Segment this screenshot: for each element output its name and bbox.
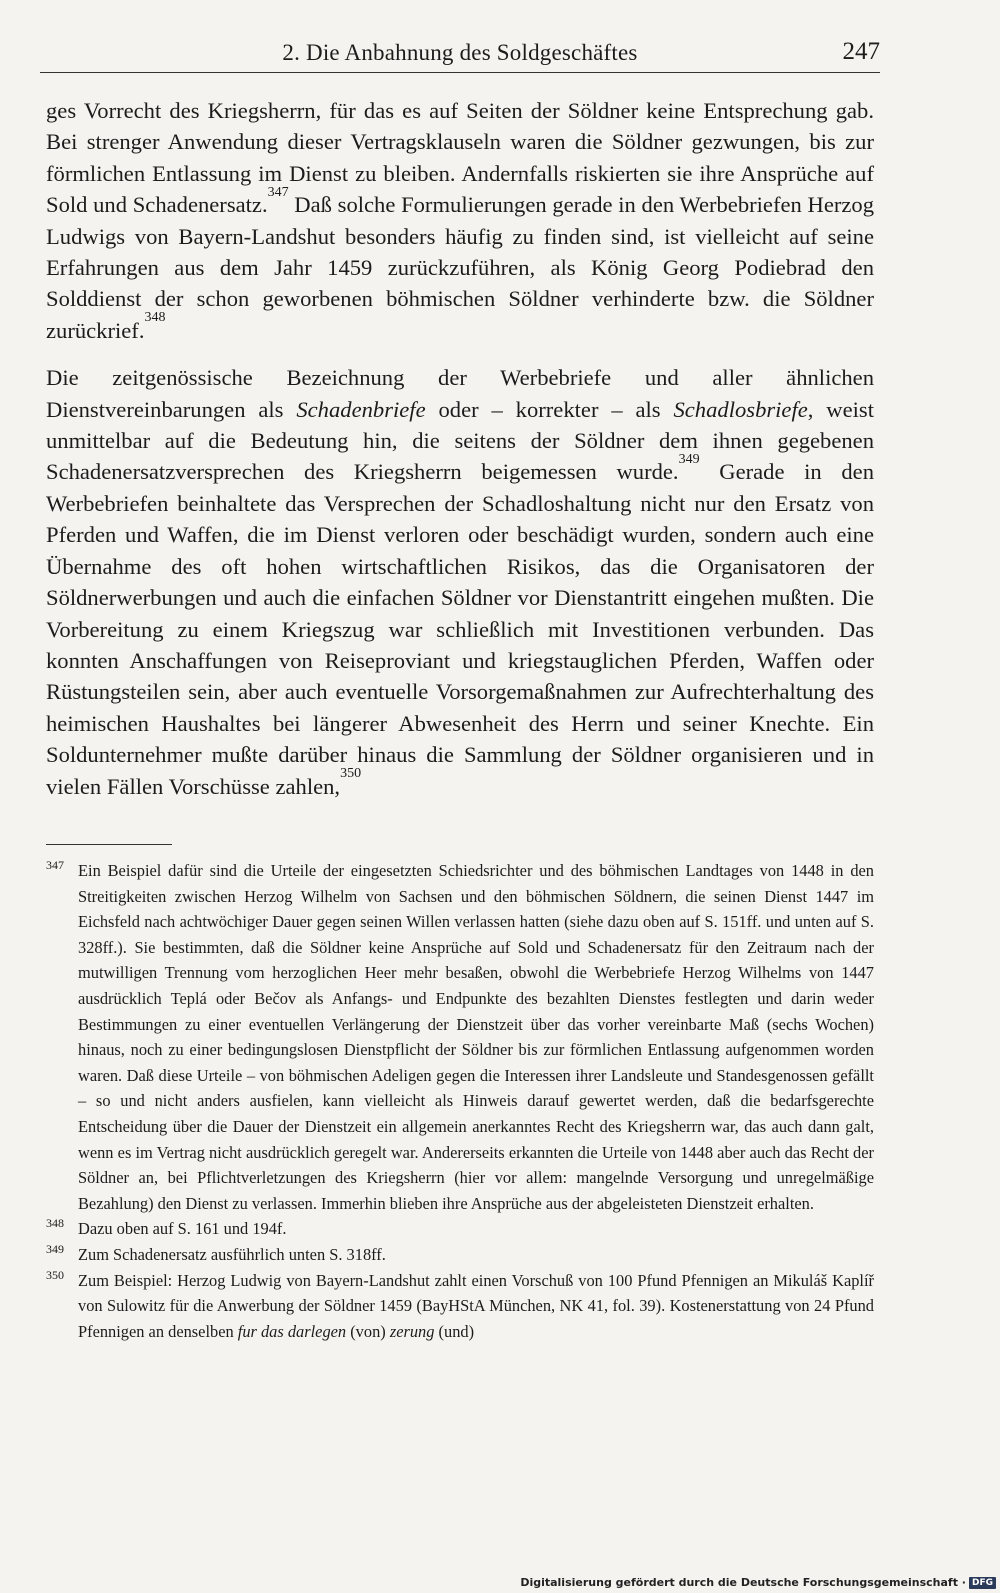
paragraph-2 [46,362,874,802]
footnote-347 [46,858,874,1216]
paragraph-1 [46,95,874,346]
footer-text: Digitalisierung gefördert durch die Deutsche Forschungsgemeinschaft · [520,1576,966,1589]
footnote-text: Zum Beispiel: Herzog Ludwig von Bayern-Landshut zahlt einen Vorschuß von 100 Pfund Pfennigen an Mikuláš Kaplíř von Sulowitz für die Anwerbung der Söldner 1459 (BayHStA München, NK 41, fol. 39). Kostenerstattung von 24 Pfund Pfennigen an denselben [78,1270,874,1341]
footnote-ref-350[interactable]: 350 [340,766,362,781]
italic-term: Schadenbriefe [296,396,426,422]
footnote-350 [46,1268,874,1345]
italic-term: Schadlosbriefe [673,396,808,422]
footnote-text: (von) [346,1321,390,1341]
footnote-ref-349[interactable]: 349 [678,451,700,467]
footnote-number: 349 [46,1241,64,1256]
text-run: Die zeitgenössische Bezeichnung der Werbebriefe und aller ähnlichen Dienstvereinbarungen als [46,365,874,422]
footnote-text: Dazu oben auf S. 161 und 194f. [78,1219,287,1239]
footnote-ref-348[interactable]: 348 [144,310,166,326]
footnote-text: Zum Schadenersatz ausführlich unten S. 318ff. [78,1244,386,1264]
running-header [40,38,880,73]
digitization-footer [520,1576,996,1589]
footnote-divider [46,844,172,845]
text-run: oder – korrekter – als [425,396,674,422]
footnote-text: (und) [434,1321,475,1341]
text-run: Daß solche Formulierungen gerade in den Werbebriefen Herzog Ludwigs von Bayern-Landshut besonders häufig zu finden sind, ist vielleicht auf seine Erfahrungen aus dem Jahr 1459 zurückzuführen, als König Georg Podiebrad den Solddienst der schon geworbenen böhmischen Söldner verhinderte bzw. die Söldner zurückrief. [46,192,874,343]
footnote-text: Ein Beispiel dafür sind die Urteile der eingesetzten Schiedsrichter und des böhmischen Landtages von 1448 in den Streitigkeiten zwischen Herzog Wilhelm von Sachsen und den böhmischen Söldnern, die seinen Dienst 1447 im Eichsfeld nach achtwöchiger Dauer gegen seinen Willen verlassen hatten (siehe dazu oben auf S. 151ff. und unten auf S. 328ff.). Sie bestimmten, daß die Söldner keine Ansprüche auf Sold und Schadenersatz für den Zeitraum nach der mutwilligen Trennung vom herzoglichen Heer mehr besaßen, obwohl die Werbebriefe Herzog Wilhelms von 1447 ausdrücklich Teplá oder Bečov als Anfangs- und Endpunkte des bezahlten Dienstes festlegten und darin weder Bestimmungen zu einer eventuellen Verlängerung der Dienstzeit über das vorher vereinbarte Maß (sechs Wochen) hinaus, noch zu einer bedingungslosen Dienstpflicht der Söldner bis zur förmlichen Entlassung aufgenommen worden waren. Daß diese Urteile – von böhmischen Adeligen gegen die Interessen ihrer Landsleute und Standesgenossen gefällt – so und nicht anders ausfielen, kann vielleicht als Hinweis darauf gewertet werden, daß die bedarfsgerechte Entscheidung über die Dauer der Dienstzeit ein allgemein anerkanntes Recht des Kriegsherrn war, das auch dann galt, wenn es im Vertrag nicht ausdrücklich geregelt war. Andererseits erkannten die Urteile von 1448 aber auch das Recht der Söldner an, bei Pflichtverletzungen des Kriegsherrn (hier vor allem: mangelnde Versorgung und unregelmäßige Bezahlung) den Dienst zu verlassen. Immerhin blieben ihre Ansprüche aus der abgeleisteten Dienstzeit erhalten. [78,861,874,1213]
italic-term: zerung [389,1321,435,1341]
footnote-number: 347 [46,858,64,872]
italic-term: fur das darlegen [237,1321,347,1341]
footnote-number: 348 [46,1216,64,1231]
footnote-number: 350 [46,1267,64,1282]
text-run: Gerade in den Werbebriefen beinhaltete das Versprechen der Schadloshaltung nicht nur den Ersatz von Pferden und Waffen, die im Dienst verloren oder beschädigt wurden, sondern auch eine Übernahme des oft hohen wirtschaftlichen Risikos, das die Organisatoren der Söldnerwerbungen und auch die einfachen Söldner vor Dienstantritt eingehen mußten. Die Vorbereitung zu einem Kriegszug war schließlich mit Investitionen verbunden. Das konnten Anschaffungen von Reiseproviant und kriegstauglichen Pferden, Waffen oder Rüstungsteilen sein, aber auch eventuelle Vorsorgemaßnahmen zur Aufrechterhaltung des heimischen Haushaltes bei längerer Abwesenheit des Herrn und seiner Knechte. Ein Soldunternehmer mußte darüber hinaus die Sammlung der Söldner organisieren und in vielen Fällen Vorschüsse zahlen, [46,459,874,799]
footnote-ref-347[interactable]: 347 [267,184,289,200]
main-text [46,95,874,802]
footnote-349 [46,1242,874,1268]
running-title: 2. Die Anbahnung des Soldgeschäftes [282,40,638,65]
footnotes [46,858,874,1344]
text-run: , weist unmittelbar auf die Bedeutung hin, die seitens der Söldner dem ihnen gegebenen Schadenersatzversprechen des Kriegsherrn beigemessen wurde. [46,396,874,485]
text-run: ges Vorrecht des Kriegsherrn, für das es auf Seiten der Söldner keine Entsprechung gab. Bei strenger Anwendung dieser Vertragsklauseln waren die Söldner gezwungen, bis zur förmlichen Entlassung im Dienst zu bleiben. Andernfalls riskierten sie ihre Ansprüche auf Sold und Schadenersatz. [46,98,874,218]
page-number: 247 [842,38,880,65]
dfg-logo-icon: DFG [969,1577,996,1589]
footnote-348 [46,1216,874,1242]
